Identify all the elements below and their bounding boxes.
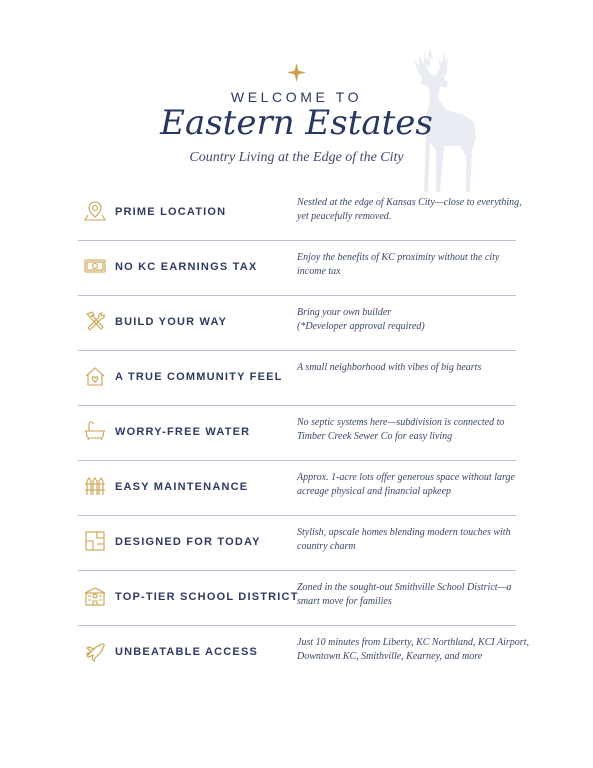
feature-label: NO KC EARNINGS TAX: [115, 261, 258, 273]
feature-row-easy-maintenance: [78, 461, 516, 516]
feature-label: TOP-TIER SCHOOL DISTRICT: [115, 591, 299, 603]
feature-row-prime-location: [78, 186, 522, 241]
feature-description: No septic systems here—subdivision is connected to Timber Creek Sewer Co for easy living: [297, 417, 505, 442]
hammer-wrench-icon: [84, 310, 106, 332]
feature-description: Approx. 1-acre lots offer generous space without large acreage physical and financial upkeep: [297, 472, 515, 497]
feature-row-designed-for-today: [78, 516, 516, 571]
airplane-icon: [84, 640, 106, 662]
bathtub-icon: [84, 420, 106, 442]
feature-list: [78, 186, 529, 680]
feature-label: PRIME LOCATION: [115, 206, 227, 218]
feature-row-worry-free-water: [78, 406, 516, 461]
feature-label: DESIGNED FOR TODAY: [115, 536, 261, 548]
sparkle-star-icon: [287, 63, 306, 82]
feature-row-no-earnings-tax: [78, 241, 516, 296]
feature-label: BUILD YOUR WAY: [115, 316, 228, 328]
feature-row-unbeatable-access: [78, 626, 529, 680]
feature-label: UNBEATABLE ACCESS: [115, 646, 259, 658]
floor-plan-icon: [84, 530, 106, 552]
feature-description: Stylish, upscale homes blending modern touches with country charm: [297, 527, 511, 552]
money-bill-icon: [84, 255, 106, 277]
feature-description-line: (*Developer approval required): [297, 321, 425, 332]
feature-label: A TRUE COMMUNITY FEEL: [115, 371, 283, 383]
feature-description-line: Bring your own builder: [297, 307, 392, 318]
feature-description: Enjoy the benefits of KC proximity without the city income tax: [297, 252, 500, 277]
feature-description: Just 10 minutes from Liberty, KC Northland, KCI Airport, Downtown KC, Smithville, Kearney, and more: [297, 637, 529, 662]
school-building-icon: [84, 585, 106, 607]
feature-row-school-district: [78, 571, 516, 626]
page-subtitle: Country Living at the Edge of the City: [189, 150, 404, 165]
feature-row-build-your-way: [78, 296, 516, 351]
house-heart-icon: [84, 365, 106, 387]
location-pin-icon: [84, 200, 106, 222]
feature-label: EASY MAINTENANCE: [115, 481, 249, 493]
fence-icon: [84, 475, 106, 497]
feature-row-community-feel: [78, 351, 516, 406]
feature-description: A small neighborhood with vibes of big hearts: [297, 362, 482, 373]
feature-description: Nestled at the edge of Kansas City—close to everything, yet peacefully removed.: [297, 197, 522, 222]
page-title: Eastern Estates: [160, 103, 433, 143]
feature-description: Zoned in the sought-out Smithville School District—a smart move for families: [297, 582, 512, 607]
feature-description: [297, 306, 529, 334]
feature-label: WORRY-FREE WATER: [115, 426, 251, 438]
welcome-heading: WELCOME TO: [230, 89, 363, 105]
